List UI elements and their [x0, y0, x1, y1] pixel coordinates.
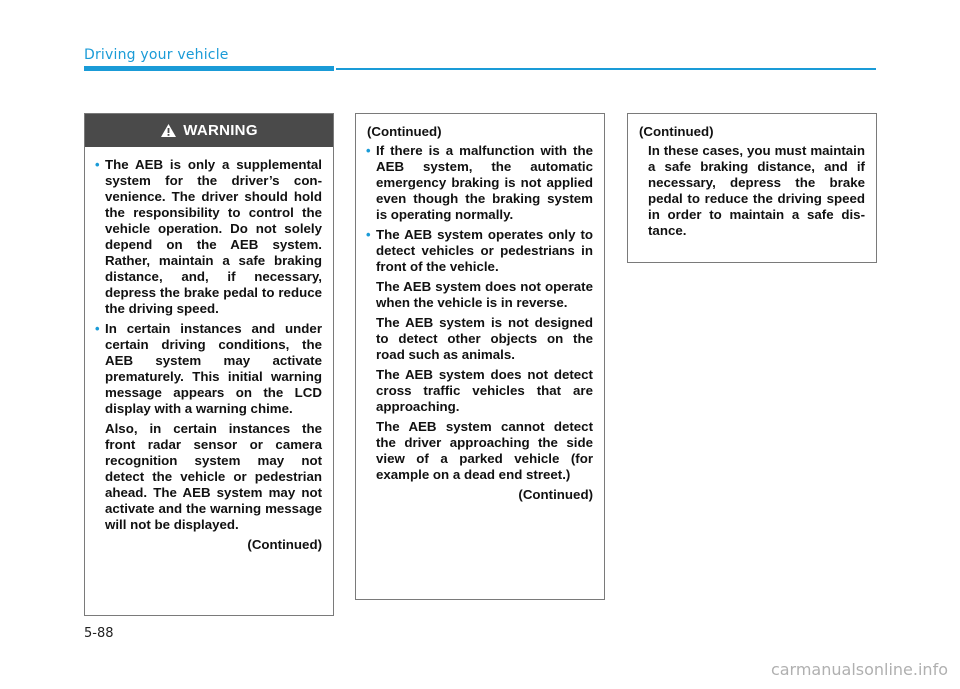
list-item	[96, 321, 322, 417]
box-2-content	[356, 114, 604, 509]
continued-box-2	[355, 113, 605, 600]
continued-label: (Continued)	[247, 537, 322, 552]
header-rule-thick	[84, 66, 334, 71]
list-item	[367, 227, 593, 275]
list-item-text: The AEB system operates only to detect vehicles or pedestrians in front of the vehicle.	[376, 227, 593, 274]
bullet-icon: •	[95, 157, 100, 172]
warning-bullet-list	[96, 157, 322, 417]
paragraph: The AEB system is not designed to detect other objects on the road such as animals.	[376, 315, 593, 362]
continued-label: (Continued)	[367, 124, 442, 139]
header-rule-thin	[336, 68, 876, 70]
bullet-icon: •	[366, 143, 371, 158]
bullet-icon: •	[366, 227, 371, 242]
warning-triangle-icon	[160, 123, 177, 138]
paragraph: Also, in certain instances the front radar sensor or camera recognition system may not detect the vehicle or pedestrian ahead. The AEB system may not activate and the warning message will not be displayed.	[105, 421, 322, 532]
page-number: 5-88	[84, 626, 114, 641]
list-item	[96, 157, 322, 317]
warning-header	[85, 114, 333, 147]
section-title: Driving your vehicle	[84, 47, 229, 63]
list-item-text: If there is a malfunction with the AEB system, the automatic emergency braking is not applied even though the braking system is operating normally.	[376, 143, 593, 222]
continued-label: (Continued)	[518, 487, 593, 502]
paragraph: The AEB system does not detect cross traffic vehicles that are approaching.	[376, 367, 593, 414]
warning-box	[84, 113, 334, 616]
warning-label: WARNING	[183, 122, 258, 139]
paragraph: In these cases, you must maintain a safe braking distance, and if necessary, depress the brake pedal to reduce the driving speed in order to maintain a safe distance.	[648, 143, 865, 238]
list-item	[367, 143, 593, 223]
continued-box-3	[627, 113, 877, 263]
list-item-text: In certain instances and under certain driving conditions, the AEB system may activate prematurely. This initial warning message appears on the LCD display with a warning chime.	[105, 321, 322, 416]
continued-label: (Continued)	[639, 124, 714, 139]
paragraph: The AEB system does not operate when the vehicle is in reverse.	[376, 279, 593, 310]
list-item-text: The AEB is only a supplemental system for the driver’s convenience. The driver should hold the responsibility to control the vehicle operation. Do not solely depend on the AEB system. Rather, maintain a safe braking distance, and, if necessary, depress the brake pedal to reduce the driving speed.	[105, 157, 322, 316]
warning-content	[85, 147, 333, 559]
box-2-bullet-list	[367, 143, 593, 275]
watermark: carmanualsonline.info	[770, 660, 948, 679]
paragraph: The AEB system cannot detect the driver approaching the side view of a parked vehicle (for example on a dead end street.)	[376, 419, 593, 482]
box-3-content	[628, 114, 876, 249]
bullet-icon: •	[95, 321, 100, 336]
